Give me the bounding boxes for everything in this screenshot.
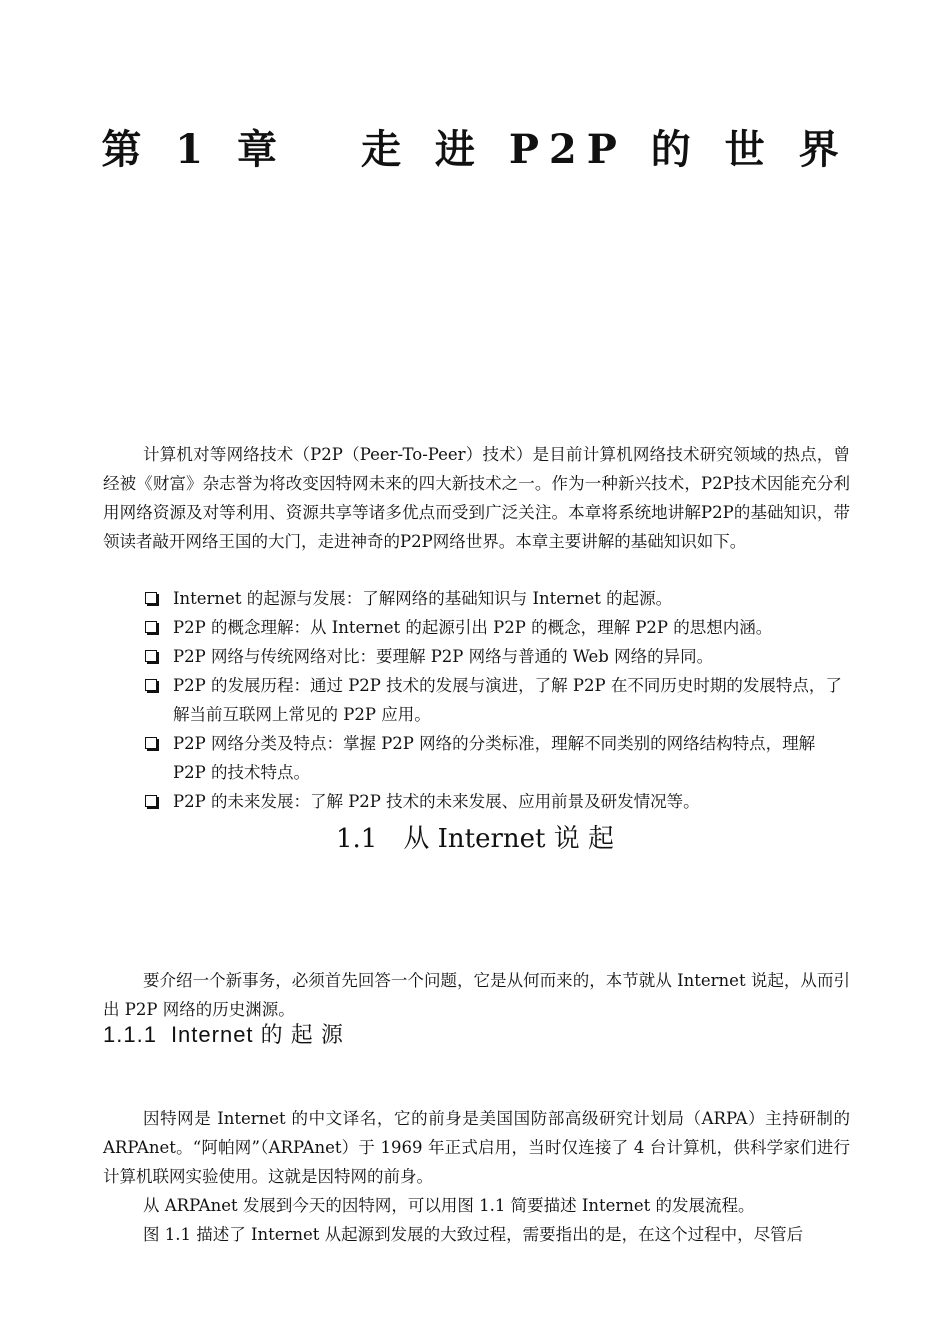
list-item bbox=[145, 729, 850, 787]
checkbox-bullet-icon bbox=[145, 650, 157, 662]
subsection-paragraph-2: 从 ARPAnet 发展到今天的因特网，可以用图 1.1 简要描述 Internet 的发展流程。 bbox=[143, 1196, 755, 1215]
list-item bbox=[145, 584, 850, 613]
list-item-text: P2P 的发展历程：通过 P2P 技术的发展与演进，了解 P2P 在不同历史时期的发展特点，了解当前互联网上常见的 P2P 应用。 bbox=[173, 676, 842, 724]
checkbox-bullet-icon bbox=[145, 592, 157, 604]
checkbox-bullet-icon bbox=[145, 621, 157, 633]
list-item-text: P2P 网络分类及特点：掌握 P2P 网络的分类标准，理解不同类别的网络结构特点，理解 P2P 的技术特点。 bbox=[173, 734, 816, 782]
subsection-paragraph-1: 因特网是 Internet 的中文译名，它的前身是美国国防部高级研究计划局（ARPA）主持研制的 ARPAnet。“阿帕网”（ARPAnet）于 1969 年正式启用，当时仅连接了 4 台计算机，供科学家们进行计算机联网实验使用。这就是因特网的前身。 bbox=[103, 1109, 850, 1186]
list-item bbox=[145, 613, 850, 642]
list-item-text: P2P 的未来发展：了解 P2P 技术的未来发展、应用前景及研发情况等。 bbox=[173, 792, 700, 811]
subsection-title: Internet 的 起 源 bbox=[170, 1022, 344, 1047]
checkbox-bullet-icon bbox=[145, 737, 157, 749]
intro-paragraph: 计算机对等网络技术（P2P（Peer-To-Peer）技术）是目前计算机网络技术研究领域的热点，曾经被《财富》杂志誉为将改变因特网未来的四大新技术之一。作为一种新兴技术，P2P技术因能充分利用网络资源及对等利用、资源共享等诸多优点而受到广泛关注。本章将系统地讲解P2P的基础知识，带领读者敲开网络王国的大门，走进神奇的P2P网络世界。本章主要讲解的基础知识如下。 bbox=[103, 445, 850, 551]
list-item bbox=[145, 642, 850, 671]
section-number: 1.1 bbox=[335, 824, 378, 854]
section-paragraph: 要介绍一个新事务，必须首先回答一个问题，它是从何而来的，本节就从 Internet 说起，从而引出 P2P 网络的历史渊源。 bbox=[103, 971, 850, 1019]
topic-list bbox=[145, 584, 850, 816]
chapter-title: 第 1 章 走 进 P2P 的 世 界 bbox=[101, 126, 849, 173]
list-item-text: P2P 的概念理解：从 Internet 的起源引出 P2P 的概念，理解 P2P 的思想内涵。 bbox=[173, 618, 773, 637]
list-item bbox=[145, 787, 850, 816]
subsection-paragraph-3: 图 1.1 描述了 Internet 从起源到发展的大致过程，需要指出的是，在这个过程中，尽管后 bbox=[143, 1225, 804, 1244]
subsection-heading bbox=[103, 1018, 344, 1049]
list-item bbox=[145, 671, 850, 729]
list-item-text: Internet 的起源与发展：了解网络的基础知识与 Internet 的起源。 bbox=[173, 589, 673, 608]
checkbox-bullet-icon bbox=[145, 795, 157, 807]
section-title: 从 Internet 说 起 bbox=[403, 824, 614, 854]
subsection-number: 1.1.1 bbox=[103, 1022, 157, 1047]
list-item-text: P2P 网络与传统网络对比：要理解 P2P 网络与普通的 Web 网络的异同。 bbox=[173, 647, 714, 666]
section-heading bbox=[0, 818, 950, 855]
checkbox-bullet-icon bbox=[145, 679, 157, 691]
